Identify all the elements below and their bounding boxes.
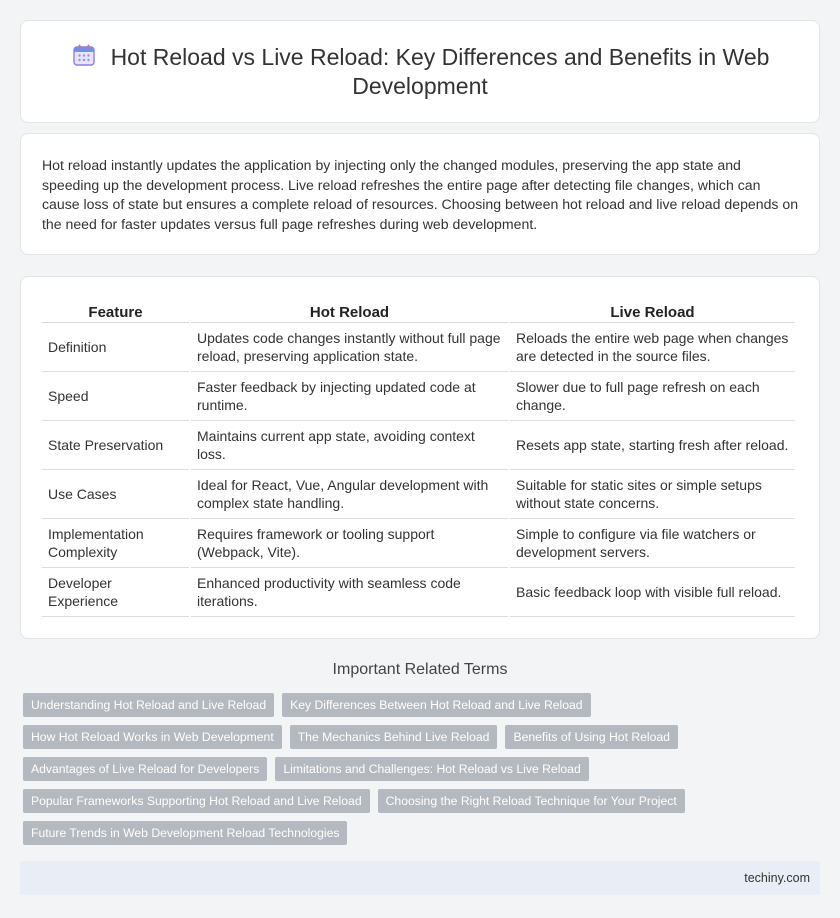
page-title: Hot Reload vs Live Reload: Key Differences and Benefits in Web Development	[110, 44, 770, 99]
header-live-reload: Live Reload	[510, 299, 795, 323]
comparison-table-card	[20, 276, 820, 639]
row-hot-reload: Ideal for React, Vue, Angular development with complex state handling.	[191, 470, 508, 519]
table-row	[42, 519, 795, 568]
table-row	[42, 421, 795, 470]
row-live-reload: Simple to configure via file watchers or development servers.	[510, 519, 795, 568]
row-feature: Use Cases	[42, 470, 189, 519]
title-card	[20, 20, 820, 123]
row-live-reload: Reloads the entire web page when changes are detected in the source files.	[510, 323, 795, 372]
related-term-tag[interactable]: Advantages of Live Reload for Developers	[23, 757, 267, 781]
table-header-row	[42, 299, 795, 323]
related-terms-title: Important Related Terms	[332, 661, 508, 678]
related-terms-tags	[23, 693, 820, 853]
row-hot-reload: Updates code changes instantly without full page reload, preserving application state.	[191, 323, 508, 372]
row-hot-reload: Requires framework or tooling support (Webpack, Vite).	[191, 519, 508, 568]
related-term-tag[interactable]: Popular Frameworks Supporting Hot Reload and Live Reload	[23, 789, 370, 813]
row-live-reload: Basic feedback loop with visible full reload.	[510, 568, 795, 617]
related-term-tag[interactable]: Key Differences Between Hot Reload and Live Reload	[282, 693, 590, 717]
related-term-tag[interactable]: The Mechanics Behind Live Reload	[290, 725, 498, 749]
header-feature: Feature	[42, 299, 189, 323]
related-term-tag[interactable]: How Hot Reload Works in Web Development	[23, 725, 282, 749]
related-term-tag[interactable]: Choosing the Right Reload Technique for Your Project	[378, 789, 685, 813]
row-feature: Speed	[42, 372, 189, 421]
row-feature: Definition	[42, 323, 189, 372]
table-row	[42, 568, 795, 617]
intro-card	[20, 133, 820, 255]
title-wrap	[51, 42, 789, 101]
related-term-tag[interactable]: Understanding Hot Reload and Live Reload	[23, 693, 274, 717]
table-row	[42, 470, 795, 519]
row-feature: Developer Experience	[42, 568, 189, 617]
related-term-tag[interactable]: Benefits of Using Hot Reload	[505, 725, 678, 749]
header-hot-reload: Hot Reload	[191, 299, 508, 323]
row-hot-reload: Enhanced productivity with seamless code iterations.	[191, 568, 508, 617]
table-row	[42, 323, 795, 372]
comparison-table	[40, 299, 797, 617]
related-terms-section	[0, 661, 840, 679]
row-hot-reload: Maintains current app state, avoiding context loss.	[191, 421, 508, 470]
calendar-icon	[71, 42, 97, 68]
row-feature: State Preservation	[42, 421, 189, 470]
footer	[20, 861, 820, 895]
intro-paragraph: Hot reload instantly updates the application by injecting only the changed modules, preserving the app state and speeding up the development process. Live reload refreshes the entire page after detecting file changes, which can cause loss of state but ensures a complete reload of resources. Choosing between hot reload and live reload depends on the need for faster updates versus full page refreshes during web development.	[42, 157, 799, 232]
related-term-tag[interactable]: Future Trends in Web Development Reload Technologies	[23, 821, 347, 845]
row-live-reload: Resets app state, starting fresh after reload.	[510, 421, 795, 470]
footer-site-name[interactable]: techiny.com	[744, 871, 810, 885]
related-term-tag[interactable]: Limitations and Challenges: Hot Reload vs Live Reload	[275, 757, 588, 781]
row-feature: Implementation Complexity	[42, 519, 189, 568]
row-hot-reload: Faster feedback by injecting updated code at runtime.	[191, 372, 508, 421]
row-live-reload: Suitable for static sites or simple setups without state concerns.	[510, 470, 795, 519]
table-row	[42, 372, 795, 421]
row-live-reload: Slower due to full page refresh on each change.	[510, 372, 795, 421]
